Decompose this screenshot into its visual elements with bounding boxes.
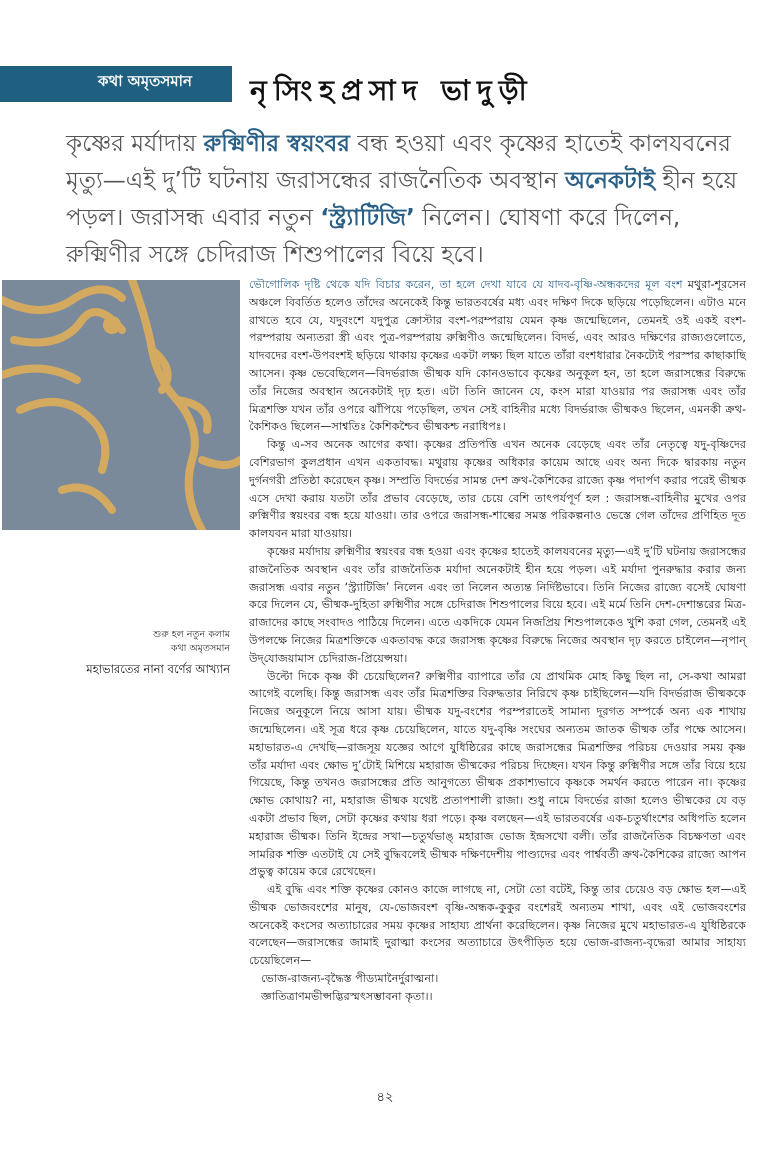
pull-quote-text: নিলেন। ঘোষণা করে দিলেন, রুক্মিণীর সঙ্গে চেদিরাজ শিশুপালের বিয়ে হবে। — [66, 205, 681, 268]
column-name: কথা অমৃতসমান — [170, 643, 230, 654]
author-name: নৃসিংহপ্রসাদ ভাদুড়ী — [250, 74, 534, 107]
verse-line: জ্ঞাতিত্রাণমভীপ্সদ্ভিরস্মৎসম্ভাবনা কৃতা।। — [261, 989, 433, 1003]
pull-quote-highlight: অনেকটাই — [564, 168, 656, 194]
pull-quote-text: হীন হয়ে পড়ল। জরাসন্ধ এবার নতুন — [66, 168, 738, 231]
page-number: ৪২ — [376, 1090, 394, 1105]
pull-quote — [66, 126, 746, 274]
column-intro — [10, 628, 230, 678]
pull-quote-text: বন্ধ হওয়া এবং কৃষ্ণের হাতেই কালযবনের মৃত্যু—এই দু’টি ঘটনায় জরাসন্ধের রাজনৈতিক অবস্থান — [66, 131, 731, 194]
paragraph — [249, 276, 746, 436]
pull-quote-highlight: রুক্মিণীর স্বয়ংবর — [203, 131, 350, 157]
illustration — [2, 280, 240, 530]
paragraph: উল্টো দিকে কৃষ্ণ কী চেয়েছিলেন? রুক্মিণীর ব্যাপারে তাঁর যে প্রাথমিক মোহ কিছু ছিল না, সে-কথা আমরা আগেই বলেছি। কিন্তু জরাসন্ধ এবং তাঁর মিত্রশক্তির বিরুদ্ধতার নিরিখে কৃষ্ণ চাইছিলেন—যদি বিদর্ভরাজ ভীষ্মককে নিজের অনুকূলে নিয়ে আসা যায়। ভীষ্মক যদু-বংশের পরম্পরাতেই সামান্য দূরগত সম্পর্কে অন্য এক শাখায় জন্মেছিলেন। এই সূত্র ধরে কৃষ্ণ চেয়েছিলেন, যাতে যদু-বৃষ্ণি সংঘের অন্যতম জাতক ভীষ্মক তাঁর পক্ষে আসেন। মহাভারত-এ দেখছি—রাজসূয় যজ্ঞের আগে যুধিষ্ঠিরের কাছে জরাসন্ধের মিত্রশক্তির পরিচয় দেওয়ার সময় কৃষ্ণ তাঁর মর্যাদা এবং ক্ষোভ দু’টোই মিশিয়ে মহারাজ ভীষ্মকের পরিচয় দিচ্ছেন। যখন কিন্তু রুক্মিণীর সঙ্গে তাঁর বিয়ে হয়ে গিয়েছে, কিন্তু তখনও জরাসন্ধের প্রতি আনুগত্যে ভীষ্মক প্রকাশ্যভাবে কৃষ্ণকে সমর্থন করতে পারেন না। কৃষ্ণের ক্ষোভ কোথায়? না, মহারাজ ভীষ্মক যথেষ্ট প্রতাপশালী রাজা। শুধু নামে বিদর্ভের রাজা হলেও ভীষ্মকের যে বড় একটা প্রভাব ছিল, সেটা কৃষ্ণের কথায় ধরা পড়ে। কৃষ্ণ বলছেন—এই ভারতবর্ষের এক-চতুর্থাংশের অধিপতি হলেন মহারাজ ভীষ্মক। তিনি ইন্দ্রের সখা—চতুর্থভাঙ্ মহারাজ ভোজ ইন্দ্রসখো বলী। তাঁর রাজনৈতিক বিচক্ষণতা এবং সামরিক শক্তি এতটাই যে সেই বুদ্ধিবলেই ভীষ্মক দক্ষিণদেশীয় পাণ্ড্যদের এবং পার্শ্ববর্তী ক্রথ-কৈশিকের রাজ্যে আপন প্রভুত্ব কায়েম করে রেখেছেন। — [249, 669, 746, 879]
pull-quote-text: কৃষ্ণের মর্যাদায় — [66, 131, 204, 157]
lead-line: ভৌগোলিক দৃষ্টি থেকে যদি বিচার করেন, তা হলে দেখা যাবে যে যাদব-বৃষ্ণি-অন্ধকদের মূল বংশ — [249, 278, 683, 291]
verse-line: ভোজ-রাজন্য-বৃদ্ধৈস্ত পীড্যমানৈর্দুরাত্মনা। — [261, 972, 439, 986]
paragraph: কৃষ্ণের মর্যাদায় রুক্মিণীর স্বয়ংবর বন্ধ হওয়া এবং কৃষ্ণের হাতেই কালযবনের মৃত্যু—এই দু’টি ঘটনায় জরাসন্ধের রাজনৈতিক অবস্থান এবং তাঁর রাজনৈতিক মর্যাদা অনেকটাই হীন হয়ে পড়ল। এই মর্যাদা পুনরুদ্ধার করার জন্য জরাসন্ধ এবার নতুন ‘স্ট্র্যাটিজি’ নিলেন এবং তা নিলেন অত্যন্ত নির্দিষ্টভাবে। তিনি নিজের রাজ্যে বসেই ঘোষণা করে দিলেন যে, ভীষ্মক-দুহিতা রুক্মিণীর সঙ্গে চেদিরাজ শিশুপালের বিয়ে হবে। এই মর্মে তিনি দেশ-দেশান্তরের মিত্র-রাজাদের কাছে সংবাদও পাঠিয়ে দিলেন। এতে একদিকে যেমন নিজপ্রিয় শিশুপালকেও খুশি করা গেল, তেমনই এই উপলক্ষে নিজের মিত্রশক্তিকে একতাবদ্ধ করে জরাসন্ধ কৃষ্ণের বিরুদ্ধে নিজের অবস্থান দৃঢ় করতে চাইলেন—নৃপান্ উদ্‌যোজয়ামাস চেদিরাজ-প্রিয়েপ্সয়া। — [249, 544, 746, 665]
section-tag: কথা অমৃতসমান — [98, 72, 192, 90]
pull-quote-highlight: ‘স্ট্র্যাটিজি’ — [320, 205, 415, 231]
line-art-illustration — [2, 280, 240, 530]
paragraph: কিন্তু এ-সব অনেক আগের কথা। কৃষ্ণের প্রতিপত্তি এখন অনেক বেড়েছে এবং তাঁর নেতৃত্বে যদু-বৃষ্ণিদের বেশিরভাগ কুলপ্রধান এখন একতাবদ্ধ। মথুরায় কৃষ্ণের অধিকার কায়েম আছে এবং অন্য দিকে দ্বারকায় নতুন দুর্গনগরী প্রতিষ্ঠা করেছেন কৃষ্ণ। সম্প্রতি বিদর্ভের সামন্ত দেশ ক্রথ-কৈশিকের রাজ্যে কৃষ্ণ পদার্পণ করার পরেই ভীষ্মক এসে দেখা করায় যতটা তাঁর প্রভাব বেড়েছে, তার চেয়ে বেশি তাৎপর্যপূর্ণ হল : জরাসন্ধ-বাহিনীর মুখের ওপর রুক্মিণীর স্বয়ংবর বন্ধ হয়ে যাওয়া। তার ওপরে জরাসন্ধ-শাল্বের সমস্ত পরিকল্পনাও ভেস্তে গেল তাঁদের প্রণিহিত দূত কালযবন মারা যাওয়ায়। — [249, 438, 746, 541]
paragraph-text: মথুরা-শূরসেন অঞ্চলে বিবর্তিত হলেও তাঁদের অনেকেই কিন্তু ভারতবর্ষের মধ্য এবং দক্ষিণ দিকে ছড়িয়ে পড়েছিলেন। এটাও মনে রাখতে হবে যে, যদুবংশে যদুপুত্র ক্রোস্টার বংশ-পরম্পরায় যেমন কৃষ্ণ জন্মেছিলেন, তেমনই ওই একই বংশ-পরম্পরায় অন্যতরা স্ত্রী এবং পুত্র-পরম্পরায় রুক্মিণীও জন্মেছিলেন। বিদর্ভ, এবং আরও দক্ষিণের রাজ্যগুলোতে, যাদবদের বংশ-উপবংশই ছড়িয়ে থাকায় কৃষ্ণের একটা লক্ষ্য ছিল যাতে তাঁরা বংশধারার নৈকট্যেই পরস্পর কাছাকাছি আসেন। কৃষ্ণ ভেবেছিলেন—বিদর্ভরাজ ভীষ্মক যদি কোনওভাবে কৃষ্ণের অনুকূল হন, তা হলে জরাসন্ধের বিরুদ্ধে তাঁর নিজের অবস্থান অনেকটাই দৃঢ় হত। এটা তিনি জানেন যে, কংস মারা যাওয়ার পর জরাসন্ধ এবং তাঁর মিত্রশক্তি যখন তাঁর ওপরে ঝাঁপিয়ে পড়েছিল, তখন সেই বাহিনীর মধ্যে বিদর্ভরাজ ভীষ্মকও ছিলেন, এমনকী ক্রথ-কৈশিকও ছিলেন—সাশ্বতিঃ কৈশিকশ্চৈব ভীষ্মকশ্চ নরাধিপঃ। — [249, 278, 746, 434]
paragraph: এই বুদ্ধি এবং শক্তি কৃষ্ণের কোনও কাজে লাগছে না, সেটা তো বটেই, কিন্তু তার চেয়েও বড় ক্ষোভ হল—এই ভীষ্মক ভোজবংশের মানুষ, যে-ভোজবংশ বৃষ্ণি-অন্ধক-কুকুর বংশেরই অন্যতম শাখা, এবং এই ভোজবংশের অনেকেই কংসের অত্যাচারের সময় কৃষ্ণের সাহায্য প্রার্থনা করেছিলেন। কৃষ্ণ নিজের মুখে মহাভারত-এ যুধিষ্ঠিরকে বলেছেন—জরাসন্ধের জামাই দুরাত্মা কংসের অত্যাচারে উৎপীড়িত হয়ে ভোজ-রাজন্য-বৃদ্ধেরা আমার সাহায্য চেয়েছিলেন— — [249, 883, 746, 968]
column-subtitle: মহাভারতের নানা বর্ণের আখ্যান — [86, 662, 230, 676]
article-body — [249, 276, 746, 1006]
column-intro-line: শুরু হল নতুন কলাম — [153, 629, 230, 640]
